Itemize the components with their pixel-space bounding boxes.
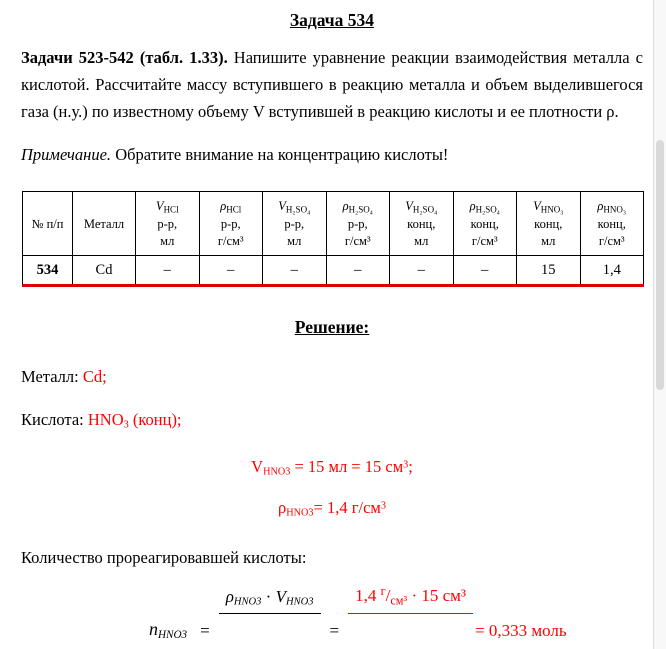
volume-superscript: 3 xyxy=(403,459,409,471)
header-symbol: $V_{H_2SO_4}$ xyxy=(278,199,311,215)
header-symbol: $V_{HNO_3}$ xyxy=(533,199,564,215)
col-header-rho-hno3 xyxy=(580,192,644,256)
fraction-denominator xyxy=(219,614,321,644)
acid-line xyxy=(21,408,643,433)
table-cell: – xyxy=(136,256,200,286)
task-text: Напишите уравнение реакции взаимодействия металла с кислотой. Рассчитайте массу вступившего в реакцию металла и объем выделившегося газа (н.у.) по известному объему V вступившей в реакцию кислоты и ее плотности ρ. xyxy=(21,48,643,122)
header-symbol: $V_{HCl}$ xyxy=(155,199,179,215)
density-superscript: 3 xyxy=(380,500,386,512)
header-symbol: $\rho_{H_2SO_4}$ xyxy=(342,199,373,215)
fraction-numerator: 1,4 $^г/_{см^3} \cdot 15$ см³ xyxy=(348,584,473,614)
metal-value: Cd; xyxy=(82,367,107,387)
metal-label: Металл: xyxy=(21,367,83,387)
unit-fraction: $^г/_{см^3}$ xyxy=(380,584,408,608)
page-title: Задача 534 xyxy=(289,10,375,30)
cell-v-hno3: 15 xyxy=(517,256,581,286)
table-header-row xyxy=(23,192,644,256)
header-line2: р-р, xyxy=(157,217,178,232)
header-line2: р-р, xyxy=(284,217,305,232)
task-range: Задачи 523-542 (табл. 1.33). xyxy=(21,48,228,67)
scrollbar-track[interactable] xyxy=(653,0,666,649)
table-cell: – xyxy=(326,256,390,286)
volume-line xyxy=(21,455,643,480)
col-header-v-hno3 xyxy=(517,192,581,256)
note-label: Примечание. xyxy=(21,145,112,165)
cell-num: 534 xyxy=(23,256,73,286)
table-cell: – xyxy=(263,256,327,286)
header-line3: мл xyxy=(287,233,302,248)
n-symbol: $n_{HNO3}$ xyxy=(149,619,188,642)
header-line2: р-р, xyxy=(347,217,368,232)
density-body: = 1,4 г/см xyxy=(313,498,381,518)
header-line3: мл xyxy=(414,233,429,248)
conditions-table xyxy=(22,191,644,287)
cell-rho-hno3: 1,4 xyxy=(580,256,644,286)
header-line3: мл xyxy=(160,233,175,248)
header-symbol: $\rho_{H_2SO_4}$ xyxy=(469,199,500,215)
volume-subscript: HNO3 xyxy=(263,466,291,478)
header-line2: конц, xyxy=(470,217,499,232)
acid-subscript: 3 xyxy=(123,419,129,431)
formula-result: = 0,333 моль xyxy=(475,621,567,641)
equals-sign: = xyxy=(329,621,340,641)
fraction-numerator: $\rho_{HNO3} \cdot V_{HNO3}$ xyxy=(219,586,321,614)
density-symbol: ρ xyxy=(278,498,287,518)
header-symbol: $\rho_{HNO_3}$ xyxy=(597,199,627,215)
col-header-rho-h2so4-conc xyxy=(453,192,517,256)
volume-symbol: V xyxy=(251,457,264,477)
fraction-symbolic xyxy=(219,586,321,644)
header-line3: г/см³ xyxy=(598,233,625,248)
header-line2: р-р, xyxy=(220,217,241,232)
header-line3: г/см³ xyxy=(471,233,498,248)
document-page xyxy=(21,10,643,644)
table-row xyxy=(23,256,644,286)
header-line2: конц, xyxy=(534,217,563,232)
table-cell: – xyxy=(390,256,454,286)
col-header-v-hcl xyxy=(136,192,200,256)
density-line xyxy=(21,496,643,521)
n-subscript: HNO3 xyxy=(158,629,188,642)
volume-body: = 15 мл = 15 см xyxy=(290,457,404,477)
scrollbar-thumb[interactable] xyxy=(656,140,664,390)
header-line3: г/см³ xyxy=(344,233,371,248)
acid-label: Кислота: xyxy=(21,410,88,430)
solution-heading: Решение: xyxy=(294,317,370,338)
header-symbol: $V_{H_2SO_4}$ xyxy=(405,199,438,215)
amount-label: Количество прореагировавшей кислоты: xyxy=(21,547,307,567)
col-header-num xyxy=(23,192,73,256)
density-subscript: HNO3 xyxy=(286,507,314,519)
col-header-v-h2so4-conc xyxy=(390,192,454,256)
note-paragraph xyxy=(21,141,643,168)
fraction-denominator xyxy=(348,614,473,644)
table-cell: – xyxy=(199,256,263,286)
amount-formula xyxy=(149,584,643,644)
fraction-numeric xyxy=(348,584,473,644)
header-symbol: $\rho_{HCl}$ xyxy=(220,199,242,215)
cell-metal: Cd xyxy=(73,256,136,286)
header-line3: мл xyxy=(541,233,556,248)
note-text: Обратите внимание на концентрацию кислоты! xyxy=(111,145,449,165)
table-cell: – xyxy=(453,256,517,286)
metal-line xyxy=(21,365,643,388)
header-line2: конц, xyxy=(407,217,436,232)
col-header-v-h2so4-dilute xyxy=(263,192,327,256)
col-header-metal xyxy=(73,192,136,256)
header-text: № п/п xyxy=(31,216,64,231)
col-header-rho-hcl xyxy=(199,192,263,256)
task-paragraph xyxy=(21,44,643,125)
header-line2: конц, xyxy=(597,217,626,232)
header-text: Металл xyxy=(83,216,125,231)
acid-value: $HNO_3$ (конц); xyxy=(87,410,182,431)
header-line3: г/см³ xyxy=(217,233,244,248)
equals-sign: = xyxy=(200,621,210,641)
col-header-rho-h2so4-dilute xyxy=(326,192,390,256)
volume-end: ; xyxy=(408,457,413,477)
